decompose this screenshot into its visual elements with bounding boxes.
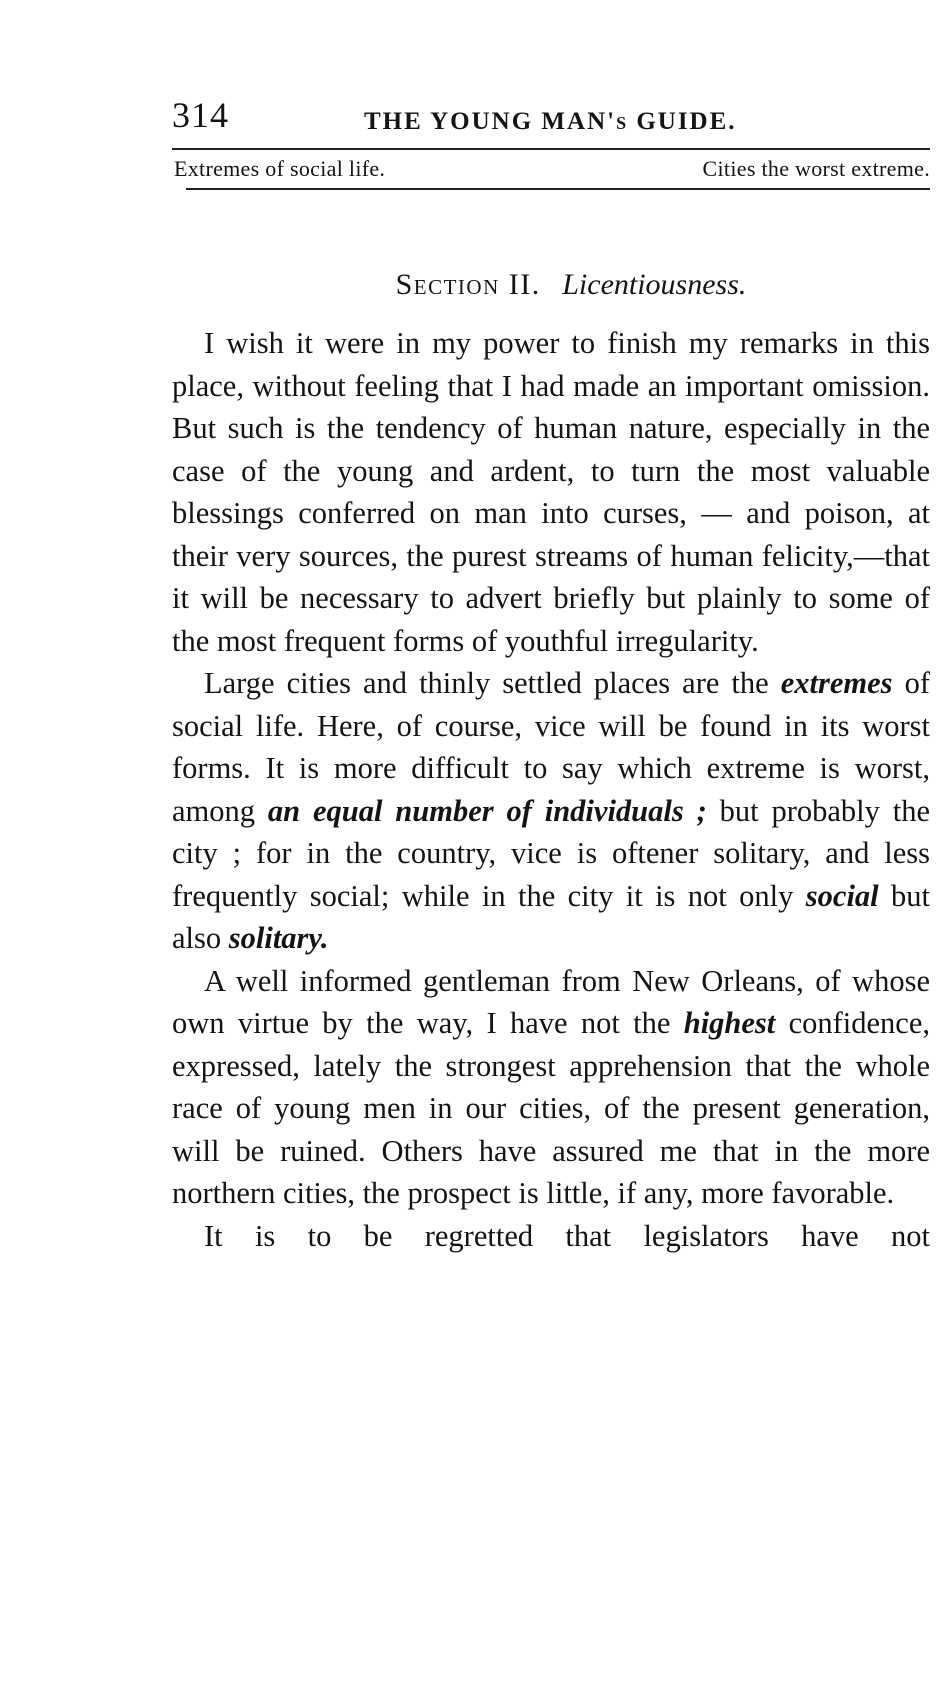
paragraph-3 — [172, 960, 930, 1215]
emphasis-solitary: solitary. — [228, 921, 329, 955]
body-text — [172, 322, 930, 1257]
paragraph-3-text: A well informed gentleman from New Orleans, of whose own virtue by the way, I have not the — [172, 963, 930, 1040]
book-page — [172, 88, 930, 1257]
emphasis-highest: highest — [683, 1006, 776, 1040]
paragraph-2-text: but also — [172, 878, 930, 955]
topic-left: Extremes of social life. — [174, 156, 386, 181]
section-label: Section II. — [395, 268, 541, 301]
paragraph-1: I wish it were in my power to finish my remarks in this place, without feeling that I had made an important omission. But such is the tendency of human nature, especially in the case of the young and ardent, to turn the most valuable blessings conferred on man into curses, — and poison, at their very sources, the purest streams of human felicity,—that it will be necessary to advert briefly but plainly to some of the most frequent forms of youthful irregularity. — [172, 326, 930, 658]
paragraph-2 — [172, 662, 930, 960]
emphasis-social: social — [805, 878, 879, 913]
paragraph-4: It is to be regretted that legislators have not — [204, 1218, 930, 1253]
paragraph-3-text: confidence, expressed, lately the strongest apprehension that the whole race of young men in our cities, of the present generation, will be ruined. Others have assured me that in the more northern cities, the prospect is little, if any, more favorable. — [172, 1006, 931, 1210]
paragraph-2-text: Large cities and thinly settled places are the — [204, 666, 781, 700]
header-rule-bottom — [186, 188, 930, 190]
running-head — [172, 88, 930, 140]
paragraph-2-text: but probably the city ; for in the country, vice is oftener solitary, and less frequently social; while in the city it is not only — [172, 793, 930, 913]
emphasis-extremes: extremes — [780, 666, 893, 700]
topic-right: Cities the worst extreme. — [702, 156, 930, 181]
emphasis-equal-number: an equal number of individuals ; — [267, 793, 707, 828]
paragraph-2-text: of social life. Here, of course, vice will be found in its worst forms. It is more difficult to say which extreme is worst, among — [172, 666, 930, 828]
book-title: THE YOUNG MAN's GUIDE. — [364, 108, 737, 135]
page-number: 314 — [172, 95, 229, 135]
section-title: Licentiousness. — [562, 268, 747, 301]
section-heading — [212, 268, 930, 302]
topic-subhead — [172, 150, 930, 184]
